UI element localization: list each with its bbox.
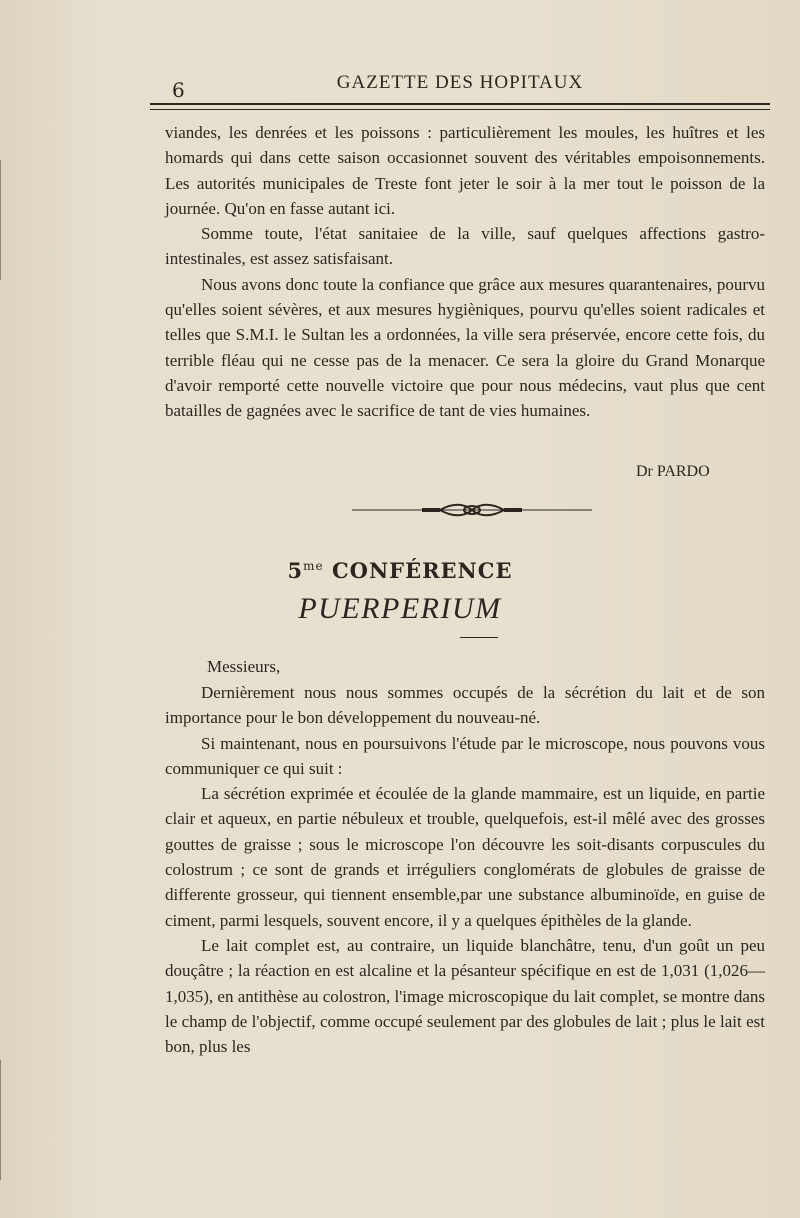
author-signature: Dr PARDO (636, 463, 710, 480)
lecture-paragraph: Le lait complet est, au contraire, un liquide blanchâtre, tenu, d'un goût un peu douçâtre ; la réaction en est alcaline et la pésanteur spécifique en est de 1,031 (1,026—1,035), en antithèse au colostron, l'image microscopique du lait complet, se montre dans le champ de l'objectif, comme occupé seulement par des globules de lait ; plus le lait est bon, plus les (165, 935, 765, 1057)
lecture-text (165, 680, 765, 1059)
article-paragraph: Nous avons donc toute la confiance que grâce aux mesures quarantenaires, pourvu qu'elles soient sévères, et aux mesures hygièniques, pourvu qu'elles soient radicales et telles que S.M.I. le Sultan les a ordonnées, la ville sera préservée, encore cette fois, du terrible fléau qui ne cesse pas de la menacer. Ce sera la gloire du Grand Monarque d'avoir remporté cette nouvelle victoire que pour nous médecins, vaut plus que cent batailles de gagnées avec le sacrifice de tant de vies humaines. (165, 274, 765, 421)
header-rule (150, 103, 770, 110)
article-paragraph: viandes, les denrées et les poissons : particulièrement les moules, les huîtres et les homards qui dans cette saison occasionnet souvent des véritables empoisonnements. Les autorités municipales de Treste font jeter le soir à la mer tout le poisson de la journée. Qu'on en fasse autant ici. (165, 123, 765, 218)
ornamental-divider (352, 501, 592, 519)
lecture-paragraph: Si maintenant, nous en poursuivons l'étude par le microscope, nous pouvons vous communiquer ce qui suit : (165, 733, 765, 778)
lecture-heading-label: CONFÉRENCE (331, 558, 513, 583)
lecture-salutation: Messieurs, (207, 657, 281, 676)
article-paragraph: Somme toute, l'état sanitaiee de la ville, sauf quelques affections gastro-intestinales, est assez satisfaisant. (165, 224, 765, 269)
page-number: 6 (172, 78, 185, 102)
lecture-title: PUERPERIUM (298, 592, 502, 625)
lecture-heading (0, 558, 800, 583)
lecture-number: 5 (287, 558, 304, 583)
article-end-text (165, 120, 765, 424)
page-edge-mark (0, 1060, 1, 1180)
lecture-number-suffix: me (303, 559, 324, 573)
lecture-paragraph: Dernièrement nous nous sommes occupés de la sécrétion du lait et de son importance pour le bon développement du nouveau-né. (165, 683, 765, 728)
page-header (150, 68, 770, 108)
lecture-paragraph: La sécrétion exprimée et écoulée de la glande mammaire, est un liquide, en partie clair et aqueux, en partie nébuleux et trouble, quelquefois, est-il mêlé avec des grosses gouttes de graisse ; sous le microscope l'on découvre les soit-disants corpuscules du colostrum ; ce sont de grands et irréguliers conglomérats de globules de graisse de differente grosseur, qui tiennent ensemble,par une substance albuminoïde, en guise de ciment, parmi lesquels, souvent encore, il y a quelques épithèles de la glande. (165, 784, 765, 930)
title-rule (460, 637, 498, 638)
page-edge-mark (0, 160, 1, 280)
journal-title: GAZETTE DES HOPITAUX (336, 72, 584, 93)
